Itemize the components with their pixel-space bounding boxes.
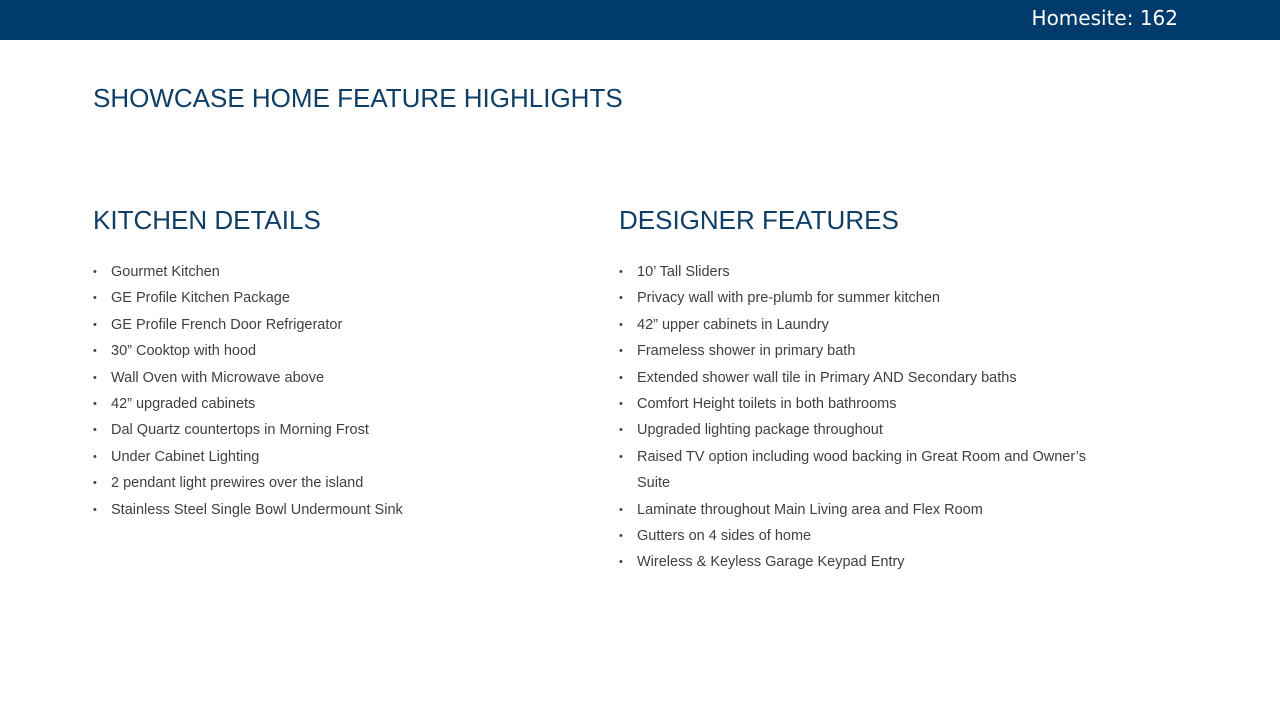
designer-features-list [619, 259, 1119, 576]
list-item [619, 523, 1119, 549]
bullet-icon: • [93, 318, 97, 331]
bullet-icon: • [619, 450, 623, 463]
list-item [619, 365, 1119, 391]
bullet-icon: • [93, 266, 97, 278]
list-item-text: Stainless Steel Single Bowl Undermount Sink [111, 501, 403, 518]
kitchen-details-section [93, 203, 573, 523]
list-item [619, 312, 1119, 338]
bullet-icon: • [93, 424, 97, 437]
list-item-text: 42” upgraded cabinets [111, 396, 256, 413]
list-item [619, 549, 1119, 575]
list-item [93, 338, 573, 364]
list-item-text: 42” upper cabinets in Laundry [637, 316, 829, 333]
homesite-label: Homesite: 162 [1031, 6, 1178, 30]
list-item-text: Raised TV option including wood backing in Great Room and Owner’s Suite [637, 448, 1086, 492]
bullet-icon: • [619, 292, 623, 305]
list-item [619, 259, 1119, 285]
bullet-icon: • [93, 292, 97, 305]
list-item-text: Gutters on 4 sides of home [637, 528, 812, 545]
list-item-text: Laminate throughout Main Living area and Flex Room [637, 501, 983, 518]
designer-features-title: DESIGNER FEATURES [619, 205, 899, 235]
list-item [93, 444, 573, 470]
list-item [93, 259, 573, 285]
bullet-icon: • [93, 398, 97, 411]
list-item [93, 417, 573, 443]
bullet-icon: • [619, 371, 623, 384]
bullet-icon: • [619, 398, 623, 411]
list-item [93, 497, 573, 523]
list-item-text: Privacy wall with pre-plumb for summer kitchen [637, 290, 940, 307]
list-item [93, 391, 573, 417]
bullet-icon: • [93, 371, 97, 384]
bullet-icon: • [619, 345, 623, 358]
list-item [93, 285, 573, 311]
list-item-text: Frameless shower in primary bath [637, 343, 856, 360]
list-item [619, 285, 1119, 311]
list-item [619, 497, 1119, 523]
list-item-text: GE Profile French Door Refrigerator [111, 316, 343, 333]
header-bar [0, 0, 1280, 40]
list-item [619, 391, 1119, 417]
list-item-text: Under Cabinet Lighting [111, 448, 260, 465]
bullet-icon: • [93, 345, 97, 358]
list-item-text: Wireless & Keyless Garage Keypad Entry [637, 554, 905, 571]
kitchen-features-list [93, 259, 573, 523]
list-item [619, 417, 1119, 443]
bullet-icon: • [619, 318, 623, 331]
bullet-icon: • [93, 450, 97, 463]
bullet-icon: • [93, 503, 97, 516]
list-item [93, 312, 573, 338]
kitchen-details-title: KITCHEN DETAILS [93, 205, 321, 235]
bullet-icon: • [619, 266, 623, 278]
page-title: SHOWCASE HOME FEATURE HIGHLIGHTS [93, 83, 623, 113]
list-item-text: 10’ Tall Sliders [637, 264, 730, 280]
designer-features-section [619, 203, 1119, 576]
list-item [619, 338, 1119, 364]
bullet-icon: • [619, 503, 623, 516]
bullet-icon: • [619, 424, 623, 437]
list-item-text: Dal Quartz countertops in Morning Frost [111, 422, 369, 439]
bullet-icon: • [93, 477, 97, 490]
list-item-text: Extended shower wall tile in Primary AND Secondary baths [637, 369, 1017, 386]
list-item-text: Comfort Height toilets in both bathrooms [637, 396, 897, 413]
list-item-text: GE Profile Kitchen Package [111, 290, 290, 307]
list-item [93, 365, 573, 391]
bullet-icon: • [619, 556, 623, 569]
list-item [93, 470, 573, 496]
list-item-text: Gourmet Kitchen [111, 264, 220, 280]
list-item-text: 2 pendant light prewires over the island [111, 475, 364, 492]
list-item-text: 30” Cooktop with hood [111, 343, 257, 360]
bullet-icon: • [619, 530, 623, 543]
list-item [619, 444, 1119, 497]
list-item-text: Wall Oven with Microwave above [111, 369, 325, 386]
list-item-text: Upgraded lighting package throughout [637, 422, 883, 439]
